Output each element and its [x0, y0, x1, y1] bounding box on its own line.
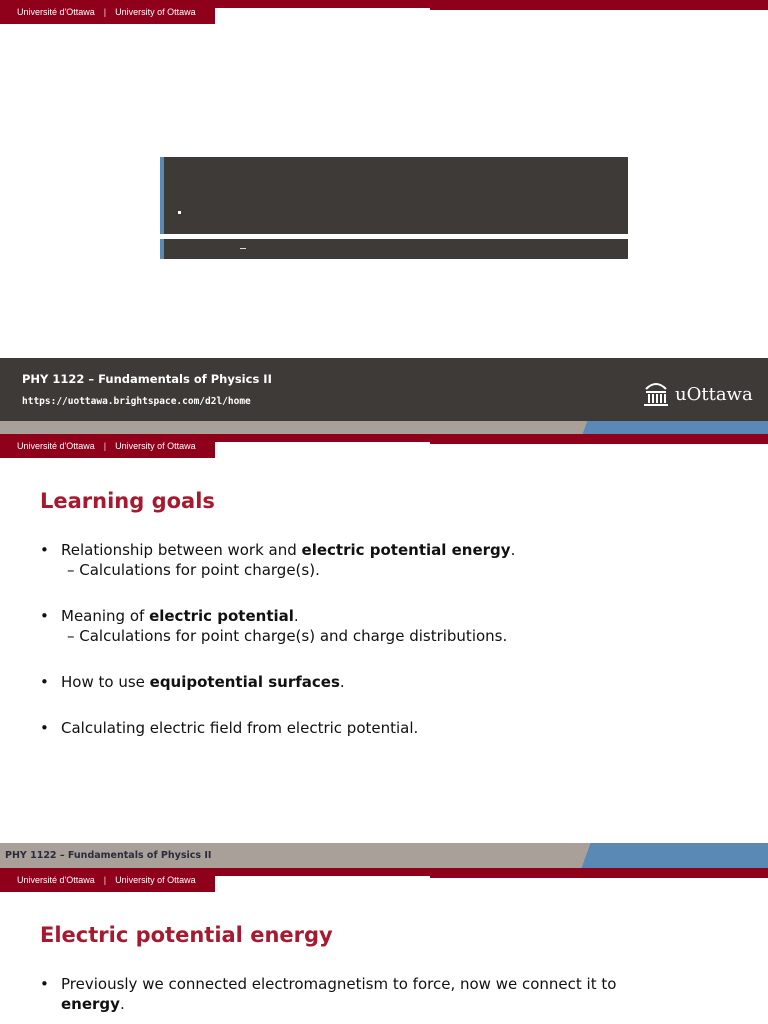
- learning-goals-list: [40, 540, 740, 738]
- header-en-name: University of Ottawa: [115, 875, 196, 885]
- footer-stripe: [0, 421, 768, 434]
- header-fr-name: Université d'Ottawa: [17, 875, 95, 885]
- title-footer: [0, 358, 768, 421]
- sub-item: – Calculations for point charge(s) and charge distributions.: [67, 627, 508, 645]
- subtitle-dash: [240, 248, 246, 249]
- header-rule: [215, 0, 768, 8]
- list-item: [40, 974, 670, 1014]
- bullet-punct: .: [293, 607, 299, 625]
- header-fr-name: Université d'Ottawa: [17, 7, 95, 17]
- bullet-bold-text: energy: [61, 995, 120, 1013]
- uottawa-logo: [643, 380, 753, 408]
- header-separator: |: [103, 7, 107, 17]
- subtitle-box: [160, 239, 628, 259]
- header-en-name: University of Ottawa: [115, 7, 196, 17]
- university-building-icon: [643, 380, 669, 408]
- course-url[interactable]: https://uottawa.brightspace.com/d2l/home: [22, 396, 251, 407]
- course-title: PHY 1122 – Fundamentals of Physics II: [22, 372, 272, 386]
- bullet-punct: .: [339, 673, 345, 691]
- header-rule: [215, 868, 768, 876]
- bullet-bold-text: electric potential: [149, 607, 294, 625]
- logo-text: uOttawa: [675, 383, 753, 405]
- bullet-text: How to use: [61, 673, 150, 691]
- list-item: [40, 672, 740, 692]
- list-item: [40, 718, 740, 738]
- electric-potential-energy-slide: [0, 868, 768, 1024]
- bullet-bold-text: equipotential surfaces: [149, 673, 340, 691]
- university-header-tab: [0, 0, 215, 24]
- university-header-tab: [0, 434, 215, 458]
- sub-item: – Calculations for point charge(s).: [67, 561, 320, 579]
- footer-course-title: PHY 1122 – Fundamentals of Physics II: [5, 850, 212, 861]
- header-fr-name: Université d'Ottawa: [17, 441, 95, 451]
- title-box: [160, 157, 628, 234]
- bullet-text: Calculating electric field from electric potential.: [61, 719, 419, 737]
- bullet-text: Meaning of: [61, 607, 150, 625]
- bullet-punct: .: [119, 995, 125, 1013]
- bullet-text: Relationship between work and: [61, 541, 302, 559]
- slide-heading: Learning goals: [40, 489, 215, 513]
- bullet-bold-text: electric potential energy: [301, 541, 511, 559]
- university-header-tab: [0, 868, 215, 892]
- list-item: [40, 540, 740, 580]
- list-item: [40, 606, 740, 646]
- slide-heading: Electric potential energy: [40, 923, 333, 947]
- header-en-name: University of Ottawa: [115, 441, 196, 451]
- bullet-punct: .: [510, 541, 516, 559]
- learning-goals-slide: [0, 434, 768, 868]
- bullet-list: [40, 974, 670, 1014]
- header-separator: |: [103, 875, 107, 885]
- header-separator: |: [103, 441, 107, 451]
- title-dot: [178, 211, 181, 214]
- header-rule: [215, 434, 768, 442]
- bullet-text: Previously we connected electromagnetism to force, now we connect it to: [61, 975, 617, 993]
- title-slide: [0, 0, 768, 434]
